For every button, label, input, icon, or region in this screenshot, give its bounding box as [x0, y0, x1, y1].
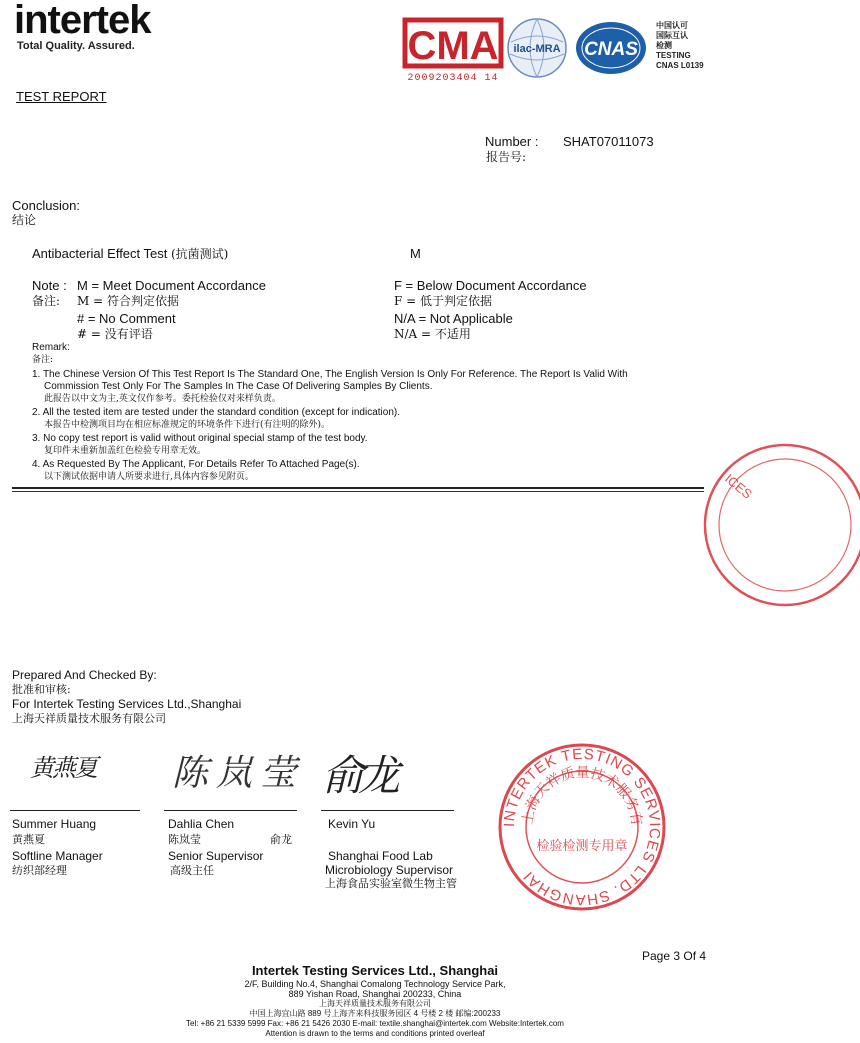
footer-attention: Attention is drawn to the terms and conditions printed overleaf [265, 1029, 485, 1038]
brand-tagline: Total Quality. Assured. [17, 40, 135, 52]
signature-line [164, 810, 297, 811]
remark-1-en-b: Commission Test Only For The Samples In The Case Of Delivering Samples By Clients. [44, 381, 433, 392]
cnas-logo [574, 20, 648, 76]
signatory-name: Summer Huang [12, 817, 97, 831]
ilac-mra-logo [505, 16, 569, 80]
official-seal-icon [497, 742, 667, 912]
cma-mark-icon [403, 16, 503, 86]
cma-number: 2009203404 14 [407, 73, 499, 84]
note-na-en: N/A = Not Applicable [394, 311, 513, 326]
cnas-mark-icon [574, 20, 648, 76]
signature-line [321, 810, 454, 811]
remark-4-cn: 以下测试依据申请人所要求进行,具体内容参见附页。 [44, 472, 254, 482]
edge-stamp-partial [700, 440, 755, 610]
note-hash-en: # = No Comment [77, 311, 176, 326]
ilac-globe-icon [505, 16, 569, 80]
note-m-cn: M = 符合判定依据 [77, 294, 179, 308]
conclusion-label-cn: 结论 [12, 213, 37, 227]
remark-2-cn: 本报告中检测项目均在相应标准规定的环境条件下进行(有注明的除外)。 [44, 420, 331, 430]
note-m-en: M = Meet Document Accordance [77, 278, 266, 293]
test-name-cn: (抗菌测试) [171, 247, 229, 261]
cnas-text-line: TESTING [656, 51, 691, 60]
stamp-outer-text: INTERTEK TESTING SERVICES LTD. SHANGHAI [500, 745, 664, 909]
signature-line [10, 810, 140, 811]
signatory-name-cn: 陈岚莹 [168, 833, 201, 846]
cnas-label: CNAS [584, 39, 638, 60]
report-number-label: Number : [485, 134, 539, 149]
stamp-center-text: 检验检测专用章 [536, 839, 628, 854]
official-stamp [497, 742, 667, 912]
signatory-title: Shanghai Food Lab [328, 849, 433, 863]
cnas-text-block [656, 21, 704, 71]
footer-company: Intertek Testing Services Ltd., Shanghai [251, 963, 499, 978]
signature-2: 陈岚莹 [172, 753, 305, 794]
remark-3-cn: 复印件未重新加盖红色检验专用章无效。 [44, 446, 207, 456]
cnas-text-line: 中国认可 [656, 21, 688, 30]
signature-1: 黄燕夏 [30, 754, 96, 782]
remark-label: Remark: [32, 342, 70, 353]
svg-text:ICES: ICES [722, 470, 755, 502]
remark-1-en-a: 1. The Chinese Version Of This Test Report Is The Standard One, The English Version Is Only For Reference. The Report Is Valid With [32, 369, 628, 380]
signatory-name-cn: 俞龙 [270, 833, 292, 846]
report-number-value: SHAT07011073 [563, 134, 654, 149]
note-na-cn: N/A = 不适用 [394, 327, 471, 341]
stamp-inner-text: 上海天祥质量技术服务有 [519, 764, 645, 827]
note-hash-cn: # = 没有评语 [77, 327, 153, 341]
signature-3: 俞龙 [322, 751, 395, 800]
ilac-label: ilac-MRA [513, 43, 561, 55]
signatory-title: Softline Manager [12, 849, 103, 863]
report-number-label-cn: 报告号: [486, 150, 527, 164]
cnas-text-line: 检测 [656, 41, 672, 50]
signatory-title-cn: 纺织部经理 [12, 864, 67, 877]
remark-1-cn: 此报告以中文为主,英文仅作参考。委托检验仅对来样负责。 [44, 394, 281, 404]
test-name-en: Antibacterial Effect Test [32, 246, 168, 261]
stamp-partial-icon [700, 440, 860, 610]
test-result: M [410, 246, 421, 261]
prepared-company: For Intertek Testing Services Ltd.,Shanghai [12, 697, 242, 711]
signatory-title-cn: 上海食品实验室微生物主管 [325, 877, 457, 890]
footer-contact: Tel: +86 21 5339 5999 Fax: +86 21 5426 2030 E-mail: textile.shanghai@intertek.com Website:Intertek.com [186, 1019, 564, 1028]
note-f-en: F = Below Document Accordance [394, 278, 587, 293]
test-name [32, 246, 228, 262]
cma-label: CMA [407, 24, 499, 68]
footer-address-cn: 中国上海宜山路 889 号上海齐来科技服务园区 4 号楼 2 楼 邮编:200233 [249, 1009, 501, 1018]
remark-label-cn: 备注: [32, 355, 54, 365]
remark-2-en: 2. All the tested item are tested under the standard condition (except for indication). [32, 407, 400, 418]
signatory-title-cn: 高级主任 [170, 864, 214, 877]
cnas-text-line: 国际互认 [656, 31, 688, 40]
prepared-label-cn: 批准和审核: [12, 683, 71, 696]
footer-address-1: 2/F, Building No.4, Shanghai Comalong Technology Service Park, [244, 979, 506, 989]
cnas-text-line: CNAS L0139 [656, 61, 704, 70]
prepared-company-cn: 上海天祥质量技术服务有限公司 [12, 712, 166, 725]
signatory-name-cn: 黄燕夏 [12, 833, 45, 846]
brand-logo: intertek [14, 0, 151, 42]
note-label: Note : [32, 278, 67, 293]
divider [12, 487, 704, 489]
signatory-title-2: Microbiology Supervisor [325, 863, 454, 877]
signatory-name: Kevin Yu [328, 817, 376, 831]
divider [12, 491, 704, 492]
note-f-cn: F = 低于判定依据 [394, 294, 493, 308]
footer-address-2: 889 Yishan Road, Shanghai 200233, China [288, 989, 462, 999]
note-label-cn: 备注: [32, 294, 61, 308]
page-indicator: Page 3 Of 4 [642, 949, 707, 963]
signatory-name: Dahlia Chen [168, 817, 235, 831]
footer-company-cn: 上海天祥质量技术服务有限公司 [319, 999, 431, 1008]
report-title: TEST REPORT [16, 89, 107, 104]
remark-4-en: 4. As Requested By The Applicant, For Details Refer To Attached Page(s). [32, 459, 360, 470]
conclusion-label: Conclusion: [12, 198, 80, 213]
signatory-title: Senior Supervisor [168, 849, 264, 863]
prepared-label: Prepared And Checked By: [12, 668, 157, 682]
remark-3-en: 3. No copy test report is valid without original special stamp of the test body. [32, 433, 368, 444]
cma-logo [403, 16, 503, 86]
